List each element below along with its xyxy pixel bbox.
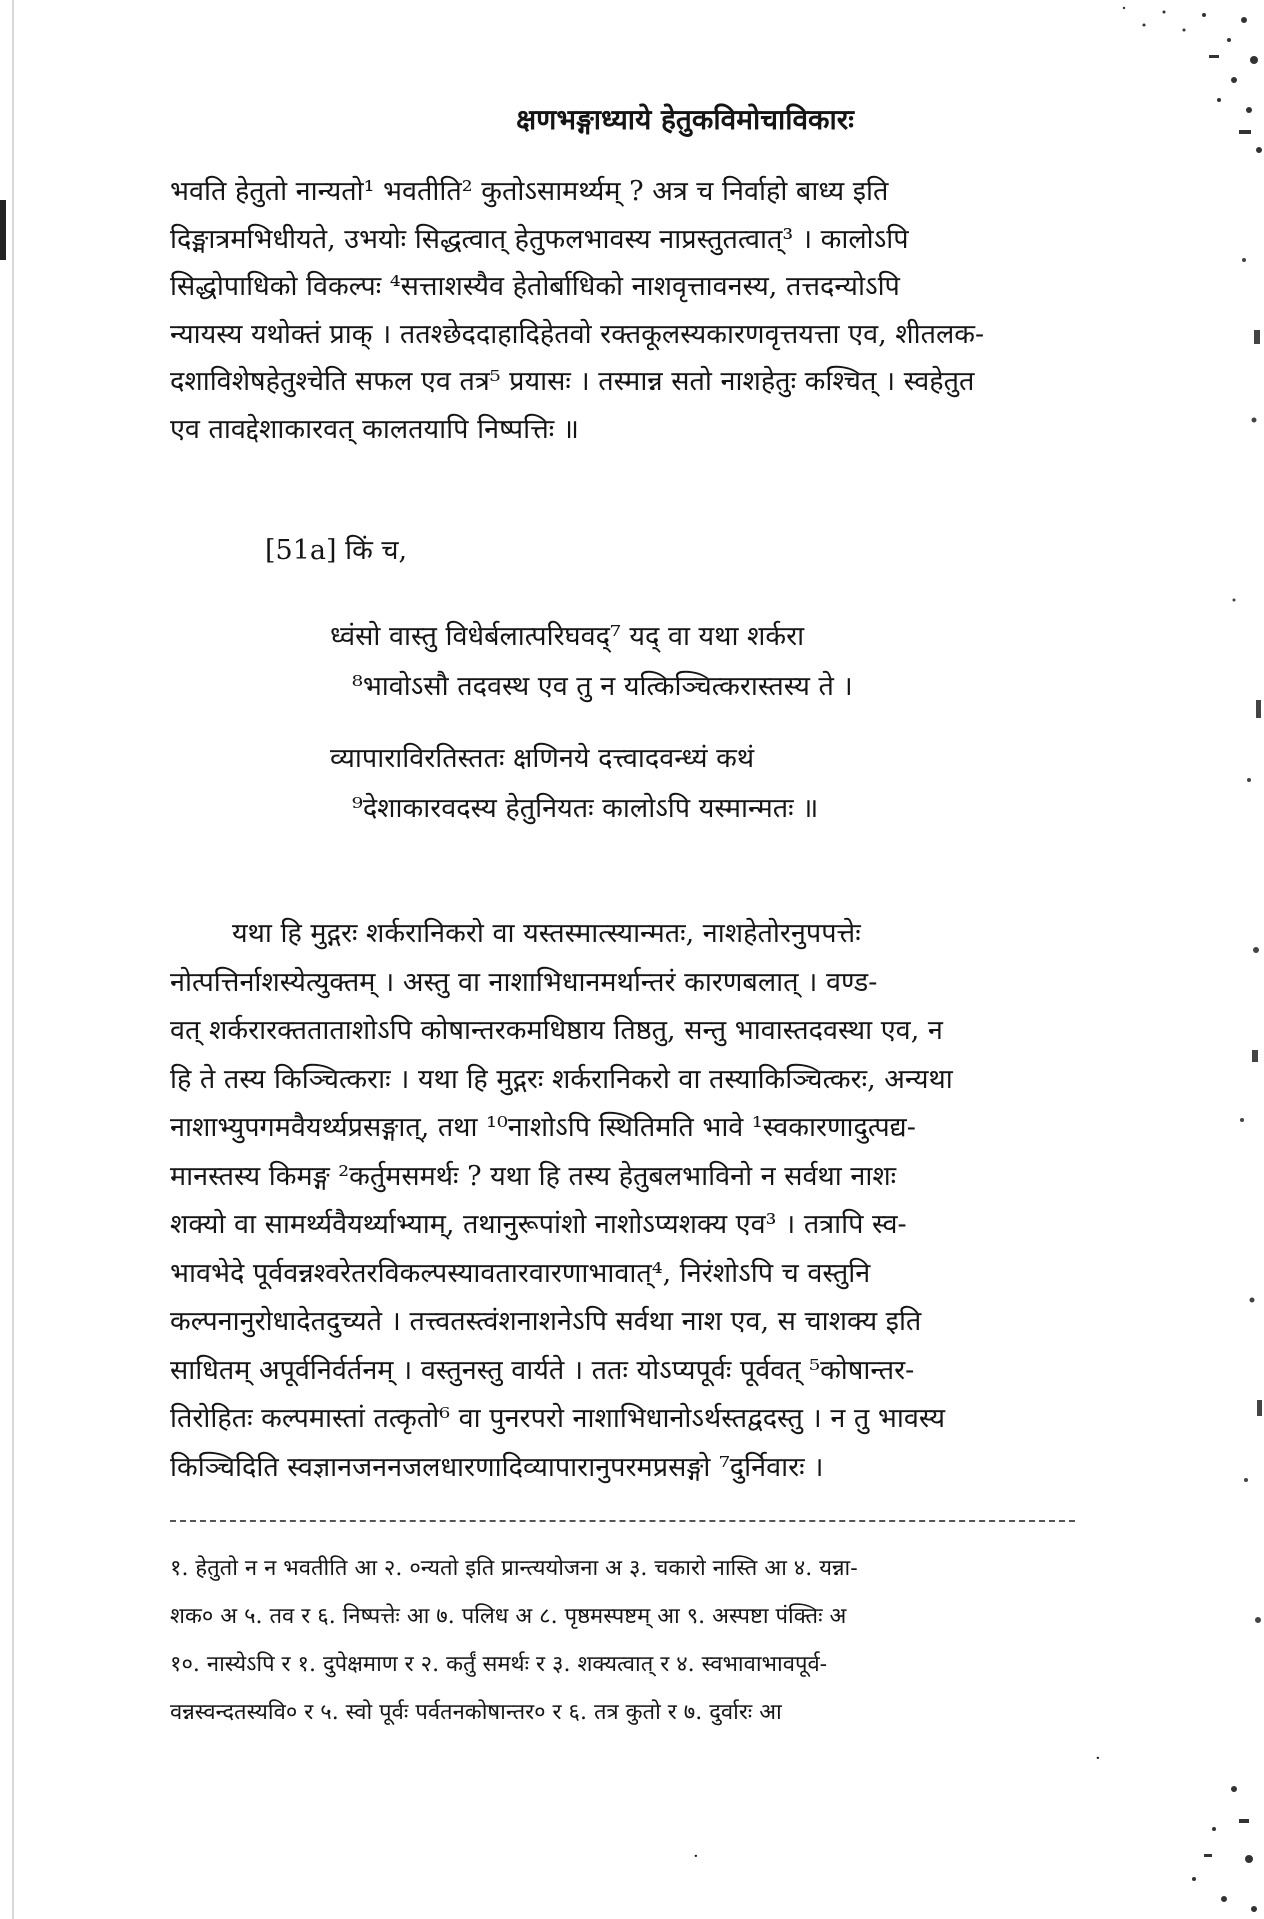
binding-shadow <box>12 0 14 1919</box>
text-line: एव तावद्देशाकारवत् कालतयापि निष्पत्तिः ॥ <box>170 413 579 445</box>
page-edge-noise <box>1174 0 1264 1919</box>
text-line: साधितम् अपूर्वनिर्वर्तनम् । वस्तुनस्तु वार्यते । ततः योऽप्यपूर्वः पूर्ववत् ⁵कोषान्तर- <box>170 1354 915 1386</box>
verse-line: ⁸भावोऽसौ तदवस्थ एव तु न यत्किञ्चित्करास्तस्य ते । <box>352 671 853 702</box>
text-line: तिरोहितः कल्पमास्तां तत्कृतो⁶ वा पुनरपरो नाशाभिधानोऽर्थस्तद्वदस्तु । न तु भावस्य <box>170 1403 946 1434</box>
text-line: मानस्तस्य किमङ्ग ²कर्तुमसमर्थः ? यथा हि तस्य हेतुबलभाविनो न सर्वथा नाशः <box>170 1160 897 1192</box>
verse-line: ⁹देशाकारवदस्य हेतुनियतः कालोऽपि यस्मान्मतः ॥ <box>352 793 819 824</box>
paragraph-2 <box>170 910 1105 1492</box>
footnote-line: शक० अ ५. तव र ६. निष्पत्तेः आ ७. पलिध अ ८. पृष्ठमस्पष्टम् आ ९. अस्पष्टा पंक्तिः अ <box>170 1604 847 1629</box>
text-line: भावभेदे पूर्ववन्नश्वरेतरविकल्पस्यावतारवारणाभावात्⁴, निरंशोऽपि च वस्तुनि <box>170 1257 871 1289</box>
folio-label: [51a] किं च, <box>265 535 408 566</box>
verse-line: व्यापाराविरतिस्ततः क्षणिनये दत्त्वादवन्ध्यं कथं <box>330 743 755 774</box>
text-line: हि ते तस्य किञ्चित्कराः । यथा हि मुद्गरः शर्करानिकरो वा तस्याकिञ्चित्करः, अन्यथा <box>170 1063 953 1095</box>
text-line: यथा हि मुद्गरः शर्करानिकरो वा यस्तस्मात्स्यान्मतः, नाशहेतोरनुपपत्तेः <box>232 918 861 949</box>
binding-mark <box>0 200 6 260</box>
text-line: नाशाभ्युपगमवैयर्थ्यप्रसङ्गात्, तथा ¹⁰नाशोऽपि स्थितिमति भावे ¹स्वकारणादुत्पद्य- <box>170 1112 916 1143</box>
text-line: किञ्चिदिति स्वज्ञानजननजलधारणादिव्यापारानुपरमप्रसङ्गो ⁷दुर्निवारः । <box>170 1451 824 1483</box>
text-line: दिङ्मात्रमभिधीयते, उभयोः सिद्धत्वात् हेतुफलभावस्य नाप्रस्तुतत्वात्³ । कालोऽपि <box>170 223 909 255</box>
text-line: कल्पनानुरोधादेतदुच्यते । तत्त्वतस्त्वंशनाशनेऽपि सर्वथा नाश एव, स चाशक्य इति <box>170 1306 922 1337</box>
stray-mark: · <box>693 1846 699 1867</box>
text-line: दशाविशेषहेतुश्चेति सफल एव तत्र⁵ प्रयासः । तस्मान्न सतो नाशहेतुः कश्चित् । स्वहेतुत <box>170 366 975 397</box>
footnote-line: १०. नास्येऽपि र १. दुपेक्षमाण र २. कर्तुं समर्थः र ३. शक्यत्वात् र ४. स्वभावाभावपूर्व- <box>170 1652 828 1677</box>
text-line: न्यायस्य यथोक्तं प्राक् । ततश्छेददाहादिहेतवो रक्तकूलस्यकारणवृत्तयत्ता एव, शीतलक- <box>170 318 985 350</box>
text-line: शक्यो वा सामर्थ्यवैयर्थ्याभ्याम्, तथानुरूपांशो नाशोऽप्यशक्य एव³ । तत्रापि स्व- <box>170 1209 907 1240</box>
footnote-rule <box>170 1520 1075 1522</box>
stray-mark: · <box>1095 1748 1101 1769</box>
paragraph-1 <box>170 168 1105 453</box>
footnote-line: १. हेतुतो न न भवतीति आ २. ०न्यतो इति प्रान्त्ययोजना अ ३. चकारो नास्ति आ ४. यन्ना- <box>170 1556 858 1581</box>
page-bottom-corner-noise <box>1064 1759 1264 1919</box>
text-line: नोत्पत्तिर्नाशस्येत्युक्तम् । अस्तु वा नाशाभिधानमर्थान्तरं कारणबलात् । वण्ड- <box>170 966 878 998</box>
footnotes <box>170 1545 1105 1737</box>
text-line: सिद्धोपाधिको विकल्पः ⁴सत्ताशस्यैव हेतोर्बाधिको नाशवृत्तावनस्य, तत्तदन्योऽपि <box>170 271 900 302</box>
text-line: भवति हेतुतो नान्यतो¹ भवतीति² कुतोऽसामर्थ्यम् ? अत्र च निर्वाहो बाध्य इति <box>170 176 889 207</box>
running-header: क्षणभङ्गाध्याये हेतुकविमोचाविकारः <box>516 103 854 136</box>
footnote-line: वन्नस्वन्दतस्यवि० र ५. स्वो पूर्वः पर्वतनकोषान्तर० र ६. तत्र कुतो र ७. दुर्वारः आ <box>170 1700 782 1725</box>
verse-line: ध्वंसो वास्तु विधेर्बलात्परिघवद्⁷ यद् वा यथा शर्करा <box>330 621 805 652</box>
text-line: वत् शर्करारक्तताताशोऽपि कोषान्तरकमधिष्ठाय तिष्ठतु, सन्तु भावास्तदवस्था एव, न <box>170 1015 943 1046</box>
